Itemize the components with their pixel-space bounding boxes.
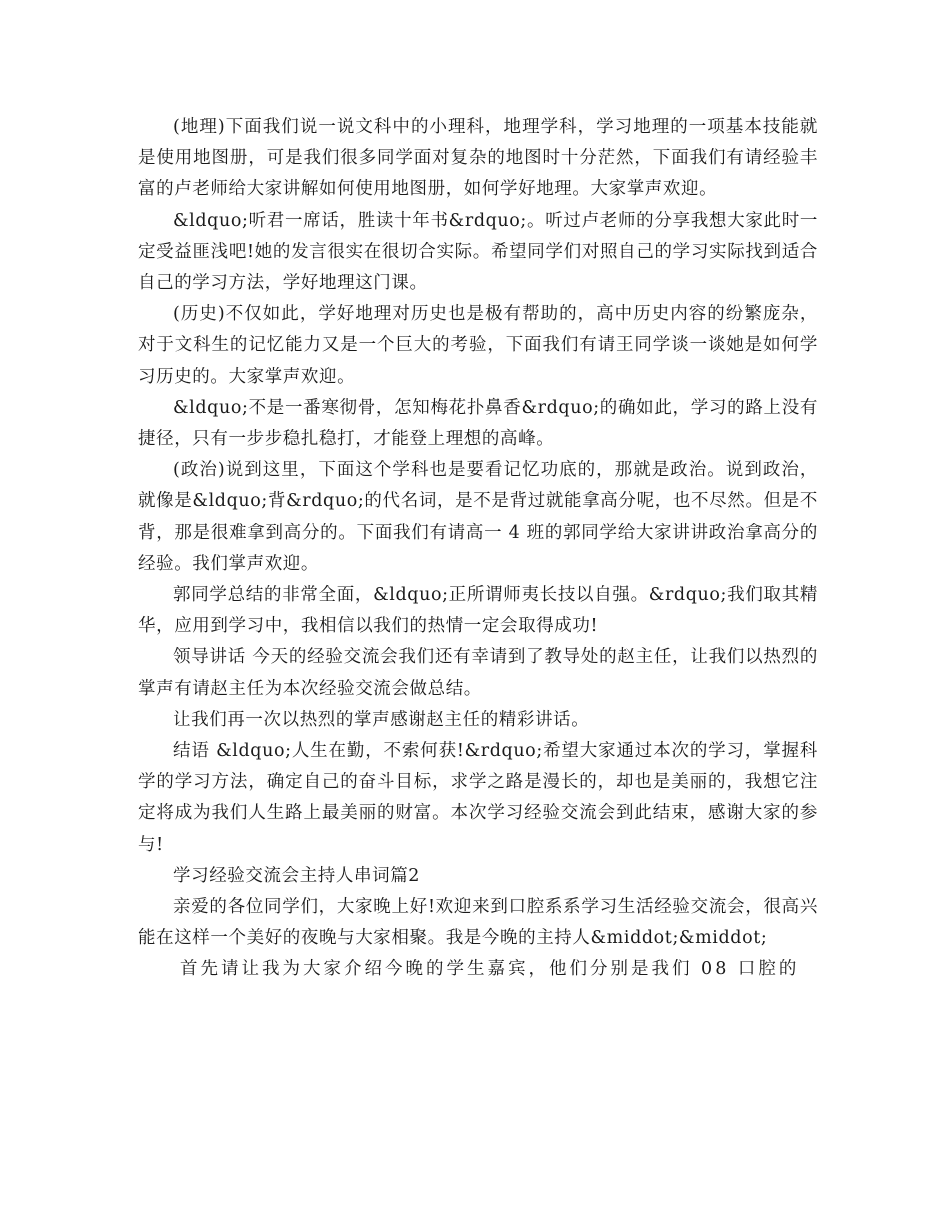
document-body <box>138 112 818 986</box>
paragraph-thanks: 让我们再一次以热烈的掌声感谢赵主任的精彩讲话。 <box>173 709 590 730</box>
paragraph-history-intro: (历史)不仅如此，学好地理对历史也是极有帮助的，高中历史内容的纷繁庞杂，对于文科生的记忆能力又是一个巨大的考验，下面我们有请王同学谈一谈她是如何学习历史的。大家掌声欢迎。 <box>138 304 818 387</box>
paragraph-geography-intro: (地理)下面我们说一说文科中的小理科，地理学科，学习地理的一项基本技能就是使用地图册，可是我们很多同学面对复杂的地图时十分茫然，下面我们有请经验丰富的卢老师给大家讲解如何使用地图册，如何学好地理。大家掌声欢迎。 <box>138 117 818 200</box>
paragraph-welcome: 亲爱的各位同学们，大家晚上好!欢迎来到口腔系系学习生活经验交流会，很高兴能在这样一个美好的夜晚与大家相聚。我是今晚的主持人&middot;&middot; <box>138 897 818 949</box>
paragraph-history-summary: &ldquo;不是一番寒彻骨，怎知梅花扑鼻香&rdquo;的确如此，学习的路上没有捷径，只有一步步稳扎稳打，才能登上理想的高峰。 <box>138 397 818 450</box>
paragraph-politics-summary: 郭同学总结的非常全面，&ldquo;正所谓师夷长技以自强。&rdquo;我们取其精华，应用到学习中，我相信以我们的热情一定会取得成功! <box>138 585 818 637</box>
paragraph-guest-intro: 首先请让我为大家介绍今晚的学生嘉宾，他们分别是我们 08 口腔的 <box>180 959 800 980</box>
section-heading: 学习经验交流会主持人串词篇2 <box>173 865 421 886</box>
paragraph-geography-summary: &ldquo;听君一席话，胜读十年书&rdquo;。听过卢老师的分享我想大家此时一定受益匪浅吧!她的发言很实在很切合实际。希望同学们对照自己的学习实际找到适合自己的学习方法，学好地理这门课。 <box>138 210 818 294</box>
paragraph-politics-intro: (政治)说到这里，下面这个学科也是要看记忆功底的，那就是政治。说到政治，就像是&ldquo;背&rdquo;的代名词，是不是背过就能拿高分呢，也不尽然。但是不背，那是很难拿到高分的。下面我们有请高一 4 班的郭同学给大家讲讲政治拿高分的经验。我们掌声欢迎。 <box>138 460 818 574</box>
paragraph-leader-speech: 领导讲话 今天的经验交流会我们还有幸请到了教导处的赵主任，让我们以热烈的掌声有请赵主任为本次经验交流会做总结。 <box>138 647 818 699</box>
paragraph-conclusion: 结语 &ldquo;人生在勤，不索何获!&rdquo;希望大家通过本次的学习，掌握科学的学习方法，确定自己的奋斗目标，求学之路是漫长的，却也是美丽的，我想它注定将成为我们人生路上最美丽的财富。本次学习经验交流会到此结束，感谢大家的参与! <box>138 741 818 855</box>
